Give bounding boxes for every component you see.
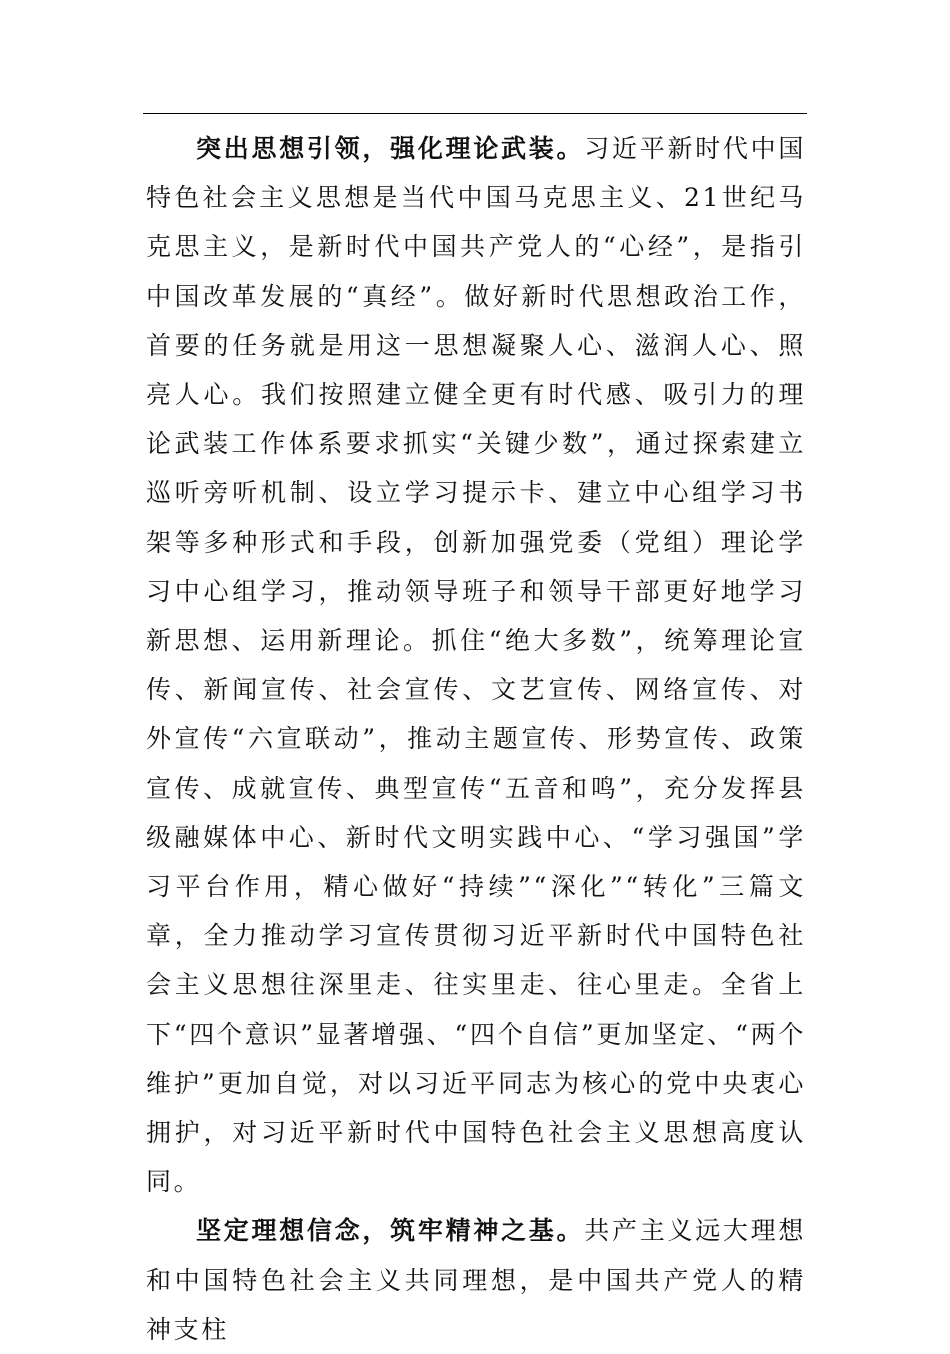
paragraph-2-text: 共产主义远大理想和中国特色社会主义共同理想，是中国共产党人的精神支柱 [146,1216,806,1344]
paragraph-1-text: 习近平新时代中国特色社会主义思想是当代中国马克思主义、21世纪马克思主义，是新时代中国共产党人的“心经”，是指引中国改革发展的“真经”。做好新时代思想政治工作，首要的任务就是用这一思想凝聚人心、滋润人心、照亮人心。我们按照建立健全更有时代感、吸引力的理论武装工作体系要求抓实“关键少数”，通过探索建立巡听旁听机制、设立学习提示卡、建立中心组学习书架等多种形式和手段，创新加强党委（党组）理论学习中心组学习，推动领导班子和领导干部更好地学习新思想、运用新理论。抓住“绝大多数”，统筹理论宣传、新闻宣传、社会宣传、文艺宣传、网络宣传、对外宣传“六宣联动”，推动主题宣传、形势宣传、政策宣传、成就宣传、典型宣传“五音和鸣”，充分发挥县级融媒体中心、新时代文明实践中心、“学习强国”学习平台作用，精心做好“持续”“深化”“转化”三篇文章，全力推动学习宣传贯彻习近平新时代中国特色社会主义思想往深里走、往实里走、往心里走。全省上下“四个意识”显著增强、“四个自信”更加坚定、“两个维护”更加自觉，对以习近平同志为核心的党中央衷心拥护，对习近平新时代中国特色社会主义思想高度认同。 [146,134,806,1197]
paragraph-2-lead: 坚定理想信念，筑牢精神之基。 [196,1216,585,1246]
paragraph-2 [146,1206,806,1354]
paragraph-1 [146,124,806,1206]
header-rule [143,113,807,114]
paragraph-1-lead: 突出思想引领，强化理论武装。 [196,134,585,163]
document-body [146,124,806,1354]
